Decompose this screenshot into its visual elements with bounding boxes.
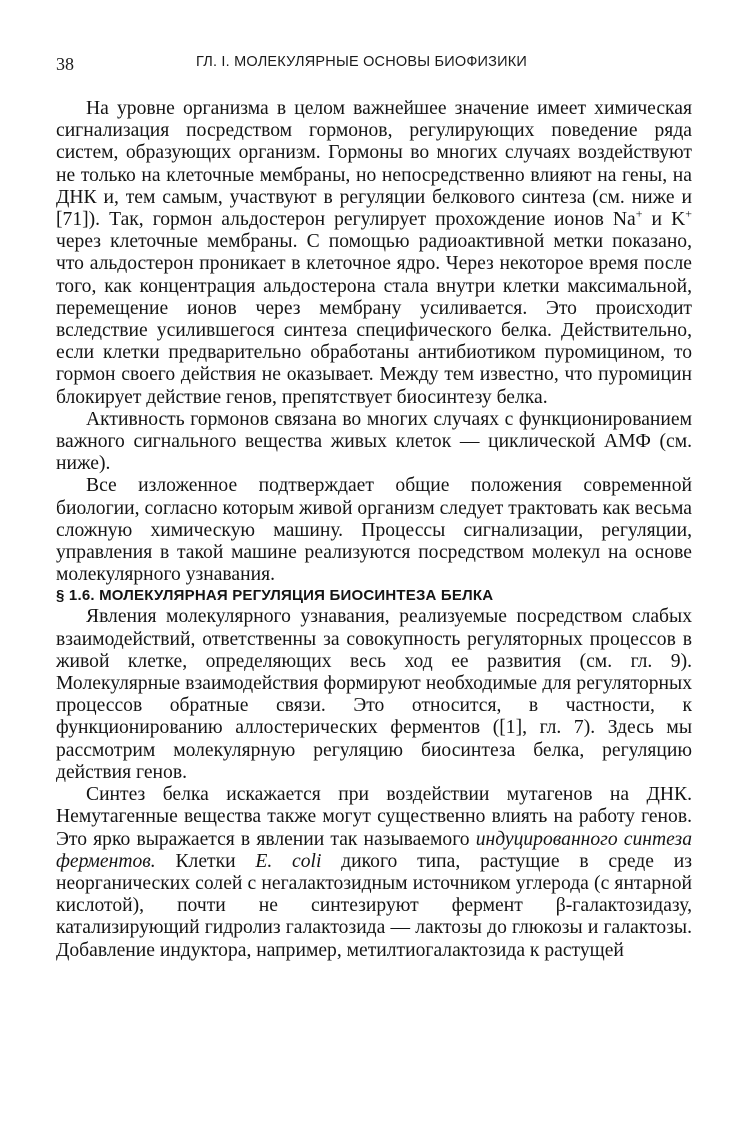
paragraph-protein-synthesis-rest: дикого типа, растущие в среде из неорганических солей с негалактозидным источником углерода (с янтарной кислотой), почти не синтезируют фермент β-галактозидазу, катализирующий гидролиз галактозида — лактозы до глюкозы и галактозы. Добавление индуктора, например, метилтиогалактозида к растущей — [56, 850, 692, 961]
paragraph-molecular-recognition: Явления молекулярного узнавания, реализуемые посредством слабых взаимодействий, ответственны за совокупность регуляторных процессов в живой клетке, определяющих весь ход ее развития (см. гл. 9). Молекулярные взаимодействия формируют необходимые для регуляторных процессов обратные связи. Это относится, в частности, к функционированию аллостерических ферментов ([1], гл. 7). Здесь мы рассмотрим молекулярную регуляцию биосинтеза белка, регуляцию действия генов. — [56, 606, 692, 783]
paragraph-protein-synthesis-start: Синтез белка искажается при воздействии мутагенов на ДНК. Немутагенные вещества также могут существенно влиять на работу генов. Это ярко выражается в явлении так называемого — [56, 784, 692, 850]
sodium-symbol: Na — [612, 209, 636, 231]
body-text — [56, 98, 692, 962]
sodium-charge: + — [635, 206, 643, 221]
paragraph-camp: Активность гормонов связана во многих случаях с функционированием важного сигнального вещества живых клеток — циклической АМФ (см. ниже). — [56, 408, 692, 475]
paragraph-protein-synthesis — [56, 784, 692, 962]
potassium-symbol: K — [671, 209, 686, 231]
potassium-charge: + — [685, 206, 692, 221]
section-heading: § 1.6. МОЛЕКУЛЯРНАЯ РЕГУЛЯЦИЯ БИОСИНТЕЗА БЕЛКА — [56, 587, 494, 605]
induced-synthesis-term: индуцированного синтеза ферментов. — [56, 828, 693, 872]
paragraph-hormones-text: На уровне организма в целом важнейшее значение имеет химическая сигнализация посредством гормонов, регулирующих поведение ряда систем, образующих организм. Гормоны во многих случаях воздействуют не только на клеточные мембраны, но непосредственно влияют на гены, на ДНК и, тем самым, участвуют в регуляции белкового синтеза (см. ниже и [71]). Так, гормон альдостерон регулирует прохождение ионов — [56, 98, 692, 231]
paragraph-hormones — [56, 98, 692, 409]
running-head — [56, 54, 692, 78]
paragraph-chemical-machine: Все изложенное подтверждает общие положения современной биологии, согласно которым живой организм следует трактовать как весьма сложную химическую машину. Процессы сигнализации, регуляции, управления в такой машине реализуются посредством молекул на основе молекулярного узнавания. — [56, 475, 692, 586]
page-number: 38 — [56, 54, 74, 74]
paragraph-hormones-rest: через клеточные мембраны. С помощью радиоактивной метки показано, что альдостерон проникает в клеточное ядро. Через некоторое время после того, как концентрация альдостерона стала внутри клетки максимальной, перемещение ионов через мембрану усиливается. Это происходит вследствие усилившегося синтеза специфического белка. Действительно, если клетки предварительно обработаны антибиотиком пуромицином, то гормон своего действия не оказывает. Между тем известно, что пуромицин блокирует действие генов, препятствует биосинтезу белка. — [56, 231, 692, 408]
conjunction: и — [642, 209, 672, 231]
paragraph-protein-synthesis-mid: Клетки — [155, 850, 256, 872]
ecoli-name: E. coli — [255, 850, 322, 872]
chapter-title: ГЛ. I. МОЛЕКУЛЯРНЫЕ ОСНОВЫ БИОФИЗИКИ — [196, 54, 528, 70]
